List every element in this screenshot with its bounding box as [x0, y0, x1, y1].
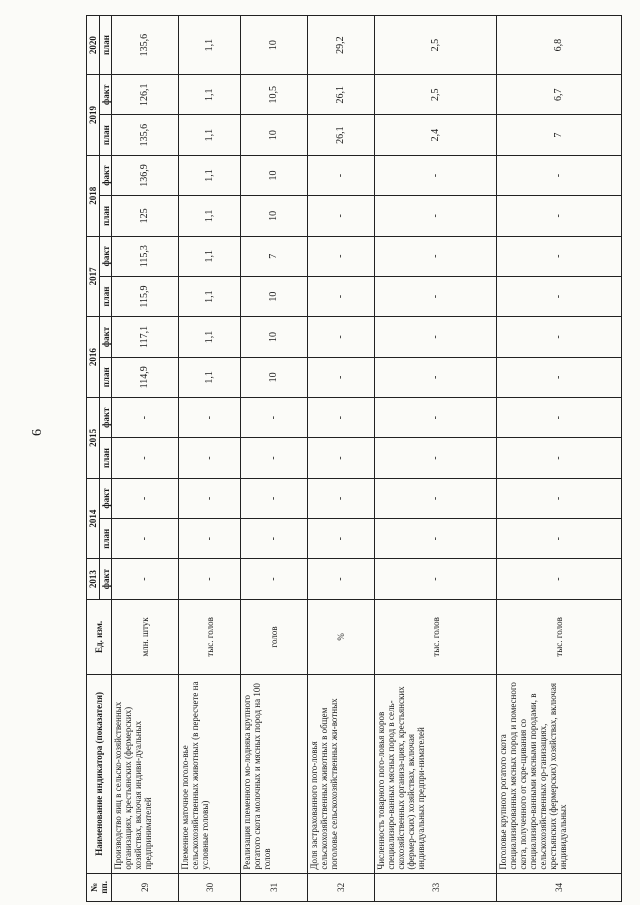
- value-cell: -: [241, 559, 307, 599]
- indicator-name: Племенное маточное поголо-вье сельскохозяйственных животных (в пересчете на условные головы): [179, 675, 241, 874]
- table-row: [112, 16, 179, 902]
- unit-cell: голов: [241, 599, 307, 674]
- row-number: 34: [497, 873, 622, 901]
- value-cell: 117,1: [112, 317, 179, 357]
- header-fact: факт: [100, 317, 112, 357]
- value-cell: -: [497, 276, 622, 316]
- header-number: № пп.: [87, 873, 112, 901]
- value-cell: 2,5: [374, 16, 496, 75]
- value-cell: 135,6: [112, 16, 179, 75]
- value-cell: 10: [241, 155, 307, 195]
- value-cell: 29,2: [307, 16, 374, 75]
- table-row: [179, 16, 241, 902]
- header-plan: план: [100, 357, 112, 397]
- value-cell: -: [374, 155, 496, 195]
- unit-cell: тыс. голов: [497, 599, 622, 674]
- header-plan: план: [100, 438, 112, 478]
- header-indicator-name: Наименование индикатора (показателя): [87, 675, 112, 874]
- value-cell: -: [497, 397, 622, 437]
- value-cell: 7: [497, 115, 622, 155]
- table-row: [374, 16, 496, 902]
- header-fact: факт: [100, 155, 112, 195]
- value-cell: -: [374, 397, 496, 437]
- indicator-name: Поголовье крупного рогатого скота специализированных мясных пород и помесного скота, полученного от скре-щивания со специализиро-ванными мясными породами, в сельскохозяйственных ор-ганизациях, крестьянских (фермерских) хозяйствах, включая индивидуальных: [497, 675, 622, 874]
- value-cell: 10: [241, 16, 307, 75]
- value-cell: 1,1: [179, 75, 241, 115]
- value-cell: 1,1: [179, 196, 241, 236]
- value-cell: 1,1: [179, 276, 241, 316]
- row-number: 33: [374, 873, 496, 901]
- value-cell: -: [179, 519, 241, 559]
- row-number: 31: [241, 873, 307, 901]
- value-cell: -: [497, 317, 622, 357]
- header-plan: план: [100, 519, 112, 559]
- unit-cell: %: [307, 599, 374, 674]
- value-cell: -: [112, 397, 179, 437]
- value-cell: -: [241, 478, 307, 518]
- value-cell: -: [374, 478, 496, 518]
- value-cell: 10: [241, 317, 307, 357]
- indicator-name: Численность товарного пого-ловья коров специализиро-ванных мясных пород в сель-скохозяйственных организа-циях, крестьянских (фермер-ских) хозяйствах, включая индивидуальных предпри-нимателей: [374, 675, 496, 874]
- value-cell: -: [497, 478, 622, 518]
- value-cell: 2,4: [374, 115, 496, 155]
- value-cell: 136,9: [112, 155, 179, 195]
- value-cell: 26,1: [307, 115, 374, 155]
- rotated-page-content: [86, 15, 622, 902]
- unit-cell: млн. штук: [112, 599, 179, 674]
- value-cell: 2,5: [374, 75, 496, 115]
- value-cell: 10: [241, 196, 307, 236]
- value-cell: 1,1: [179, 155, 241, 195]
- value-cell: -: [374, 559, 496, 599]
- value-cell: 10: [241, 115, 307, 155]
- value-cell: 126,1: [112, 75, 179, 115]
- indicators-table: [86, 15, 622, 902]
- value-cell: 135,6: [112, 115, 179, 155]
- table-row: [307, 16, 374, 902]
- header-plan: план: [100, 276, 112, 316]
- value-cell: 10: [241, 357, 307, 397]
- value-cell: -: [497, 155, 622, 195]
- value-cell: -: [374, 236, 496, 276]
- header-year-2016: 2016: [87, 317, 100, 398]
- value-cell: -: [497, 519, 622, 559]
- indicator-name: Реализация племенного мо-лодняка крупного рогатого скота молочных и мясных пород на 100 голов: [241, 675, 307, 874]
- value-cell: -: [497, 357, 622, 397]
- header-year-2015: 2015: [87, 397, 100, 478]
- value-cell: -: [497, 196, 622, 236]
- unit-cell: тыс. голов: [179, 599, 241, 674]
- header-fact: факт: [100, 236, 112, 276]
- value-cell: 6,8: [497, 16, 622, 75]
- value-cell: -: [179, 478, 241, 518]
- page-number: 6: [30, 429, 45, 436]
- value-cell: -: [241, 397, 307, 437]
- row-number: 29: [112, 873, 179, 901]
- value-cell: -: [179, 438, 241, 478]
- value-cell: 10,5: [241, 75, 307, 115]
- value-cell: -: [307, 559, 374, 599]
- value-cell: -: [112, 519, 179, 559]
- value-cell: -: [241, 438, 307, 478]
- value-cell: 115,9: [112, 276, 179, 316]
- value-cell: -: [374, 276, 496, 316]
- header-year-2018: 2018: [87, 155, 100, 236]
- value-cell: -: [497, 559, 622, 599]
- table-row: [241, 16, 307, 902]
- header-fact: факт: [100, 75, 112, 115]
- value-cell: -: [307, 317, 374, 357]
- value-cell: -: [179, 397, 241, 437]
- header-plan: план: [100, 115, 112, 155]
- value-cell: 1,1: [179, 16, 241, 75]
- value-cell: -: [112, 438, 179, 478]
- value-cell: 7: [241, 236, 307, 276]
- header-plan: план: [100, 16, 112, 75]
- header-fact: факт: [100, 478, 112, 518]
- value-cell: 1,1: [179, 357, 241, 397]
- value-cell: -: [307, 276, 374, 316]
- value-cell: -: [241, 519, 307, 559]
- value-cell: 125: [112, 196, 179, 236]
- value-cell: -: [307, 236, 374, 276]
- header-plan: план: [100, 196, 112, 236]
- header-unit: Ед. изм.: [87, 599, 112, 674]
- header-year-2020: 2020: [87, 16, 100, 75]
- value-cell: 6,7: [497, 75, 622, 115]
- value-cell: 114,9: [112, 357, 179, 397]
- value-cell: 26,1: [307, 75, 374, 115]
- value-cell: -: [307, 357, 374, 397]
- value-cell: -: [374, 357, 496, 397]
- value-cell: -: [307, 438, 374, 478]
- value-cell: -: [112, 478, 179, 518]
- value-cell: -: [112, 559, 179, 599]
- value-cell: -: [374, 196, 496, 236]
- value-cell: -: [374, 438, 496, 478]
- indicator-name: Доля застрахованного пого-ловья сельскохозяйственных животных в общем поголовье сельскохозяйственных жи-вотных: [307, 675, 374, 874]
- value-cell: 1,1: [179, 115, 241, 155]
- table-row: [497, 16, 622, 902]
- header-row-years: [87, 16, 100, 902]
- value-cell: -: [307, 397, 374, 437]
- header-year-2019: 2019: [87, 75, 100, 156]
- header-fact: факт: [100, 559, 112, 599]
- value-cell: -: [374, 519, 496, 559]
- value-cell: -: [307, 519, 374, 559]
- unit-cell: тыс. голов: [374, 599, 496, 674]
- row-number: 32: [307, 873, 374, 901]
- value-cell: 1,1: [179, 317, 241, 357]
- header-year-2013: 2013: [87, 559, 100, 599]
- value-cell: 1,1: [179, 236, 241, 276]
- value-cell: -: [497, 438, 622, 478]
- value-cell: -: [497, 236, 622, 276]
- header-year-2014: 2014: [87, 478, 100, 559]
- row-number: 30: [179, 873, 241, 901]
- value-cell: -: [179, 559, 241, 599]
- value-cell: 115,3: [112, 236, 179, 276]
- value-cell: -: [374, 317, 496, 357]
- value-cell: 10: [241, 276, 307, 316]
- header-year-2017: 2017: [87, 236, 100, 317]
- header-fact: факт: [100, 397, 112, 437]
- value-cell: -: [307, 478, 374, 518]
- value-cell: -: [307, 155, 374, 195]
- value-cell: -: [307, 196, 374, 236]
- indicator-name: Производство яиц в сельско-хозяйственных организациях, крестьянских (фермерских) хозяйствах, включая индиви-дуальных предпринимателей: [112, 675, 179, 874]
